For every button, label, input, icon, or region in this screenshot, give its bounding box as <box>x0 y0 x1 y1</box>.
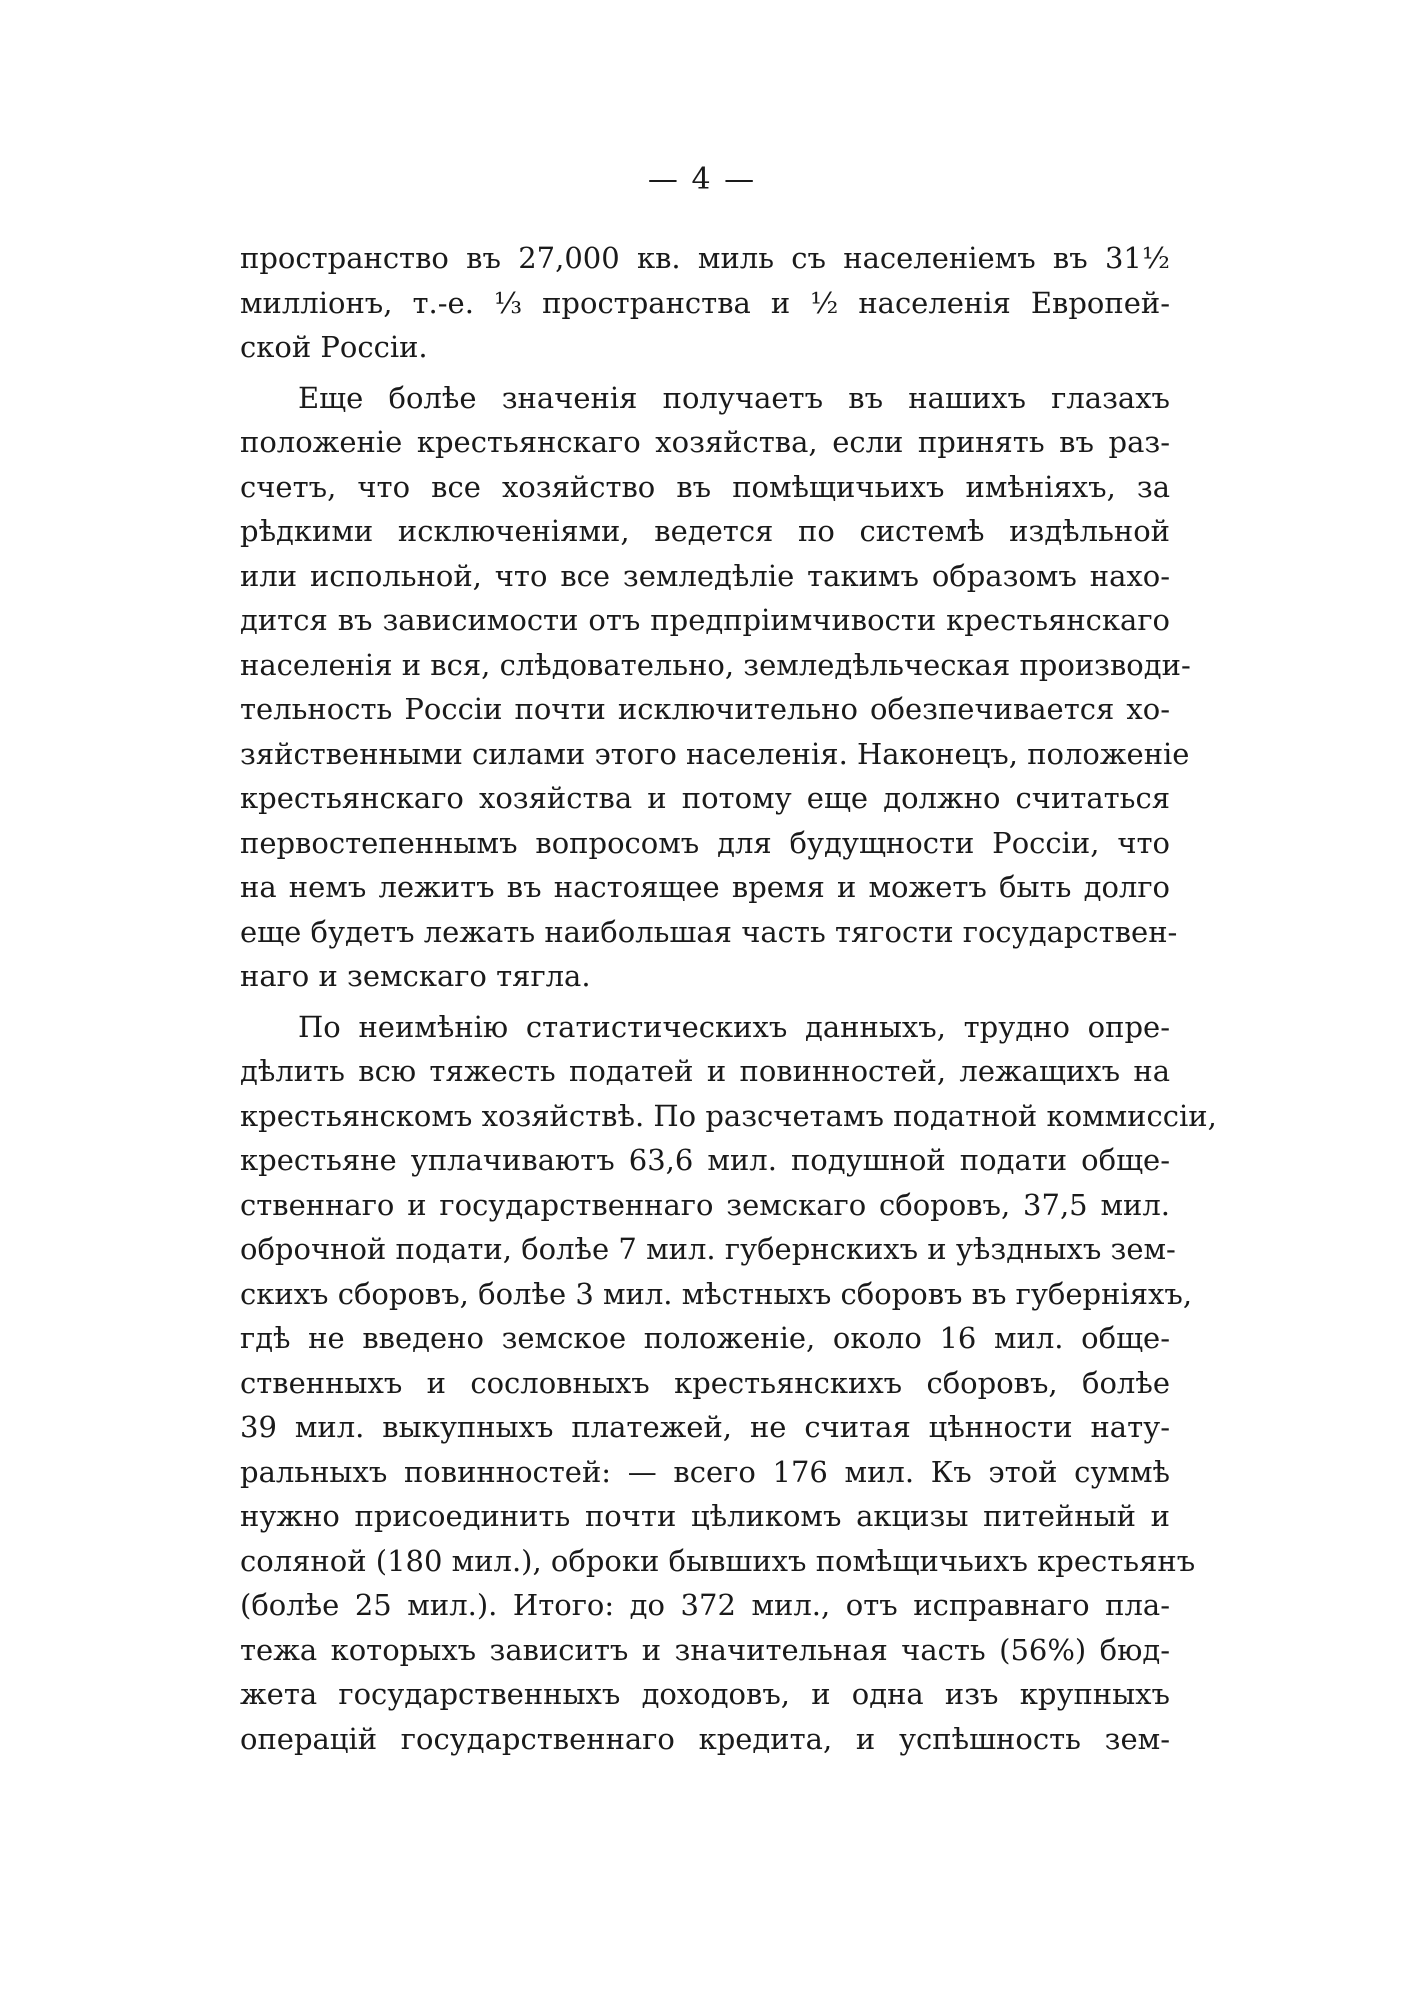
text-line: гдѣ не введено земское положеніе, около 16 мил. обще- <box>240 1321 1170 1355</box>
paragraph <box>240 236 1170 370</box>
text-line: наго и земскаго тягла. <box>240 959 591 993</box>
text-line: Еще болѣе значенія получаетъ въ нашихъ глазахъ <box>298 380 1170 415</box>
text-line: населенія и вся, слѣдовательно, земледѣльческая производи- <box>240 647 1191 682</box>
paragraph <box>240 376 1191 999</box>
text-line: оброчной подати, болѣе 7 мил. губернскихъ и уѣздныхъ зем- <box>240 1232 1176 1266</box>
paragraph <box>240 1005 1217 1762</box>
text-line: крестьяне уплачиваютъ 63,6 мил. подушной подати обще- <box>240 1143 1170 1177</box>
text-line: соляной (180 мил.), оброки бывшихъ помѣщичьихъ крестьянъ <box>240 1543 1196 1578</box>
text-line: дѣлить всю тяжесть податей и повинностей, лежащихъ на <box>240 1054 1170 1088</box>
text-line: крестьянскаго хозяйства и потому еще должно считаться <box>240 781 1170 815</box>
text-line: тежа которыхъ зависитъ и значительная часть (56%) бюд- <box>240 1632 1170 1667</box>
text-line: ственнаго и государственнаго земскаго сборовъ, 37,5 мил. <box>240 1187 1170 1222</box>
text-line: пространство въ 27,000 кв. миль съ населеніемъ въ 31½ <box>240 241 1170 275</box>
text-line: зяйственными силами этого населенія. Наконецъ, положеніе <box>240 736 1190 771</box>
text-line: (болѣе 25 мил.). Итого: до 372 мил., отъ исправнаго пла- <box>240 1588 1170 1622</box>
text-line: По неимѣнію статистическихъ данныхъ, трудно опре- <box>298 1009 1170 1044</box>
text-line: дится въ зависимости отъ предпріимчивости крестьянскаго <box>240 603 1170 637</box>
text-line: скихъ сборовъ, болѣе 3 мил. мѣстныхъ сборовъ въ губерніяхъ, <box>240 1276 1193 1311</box>
text-line: жета государственныхъ доходовъ, и одна изъ крупныхъ <box>240 1677 1170 1711</box>
text-line: на немъ лежитъ въ настоящее время и можетъ быть долго <box>240 870 1170 904</box>
text-line: милліонъ, т.-е. ⅓ пространства и ½ населенія Европей- <box>240 285 1170 320</box>
text-line: ральныхъ повинностей: — всего 176 мил. Къ этой суммѣ <box>240 1454 1170 1489</box>
text-line: крестьянскомъ хозяйствѣ. По разсчетамъ податной коммиссіи, <box>240 1098 1217 1133</box>
text-line: операцій государственнаго кредита, и успѣшность зем- <box>240 1721 1170 1756</box>
text-line: ской Россіи. <box>240 330 428 364</box>
text-line: рѣдкими исключеніями, ведется по системѣ издѣльной <box>240 514 1170 548</box>
text-line: 39 мил. выкупныхъ платежей, не считая цѣнности нату- <box>240 1410 1170 1444</box>
text-line: ственныхъ и сословныхъ крестьянскихъ сборовъ, болѣе <box>240 1365 1170 1400</box>
text-line: нужно присоединить почти цѣликомъ акцизы питейный и <box>240 1499 1170 1533</box>
text-line: первостепеннымъ вопросомъ для будущности Россіи, что <box>240 825 1170 860</box>
text-line: положеніе крестьянскаго хозяйства, если принять въ раз- <box>240 425 1170 459</box>
text-line: счетъ, что все хозяйство въ помѣщичьихъ имѣніяхъ, за <box>240 469 1170 504</box>
text-line: или испольной, что все земледѣліе такимъ образомъ нахо- <box>240 558 1170 593</box>
page-number: — 4 — <box>647 162 757 197</box>
text-line: еще будетъ лежать наибольшая часть тягости государствен- <box>240 914 1178 949</box>
text-line: тельность Россіи почти исключительно обезпечивается хо- <box>240 692 1170 726</box>
body-text <box>240 236 1217 1761</box>
